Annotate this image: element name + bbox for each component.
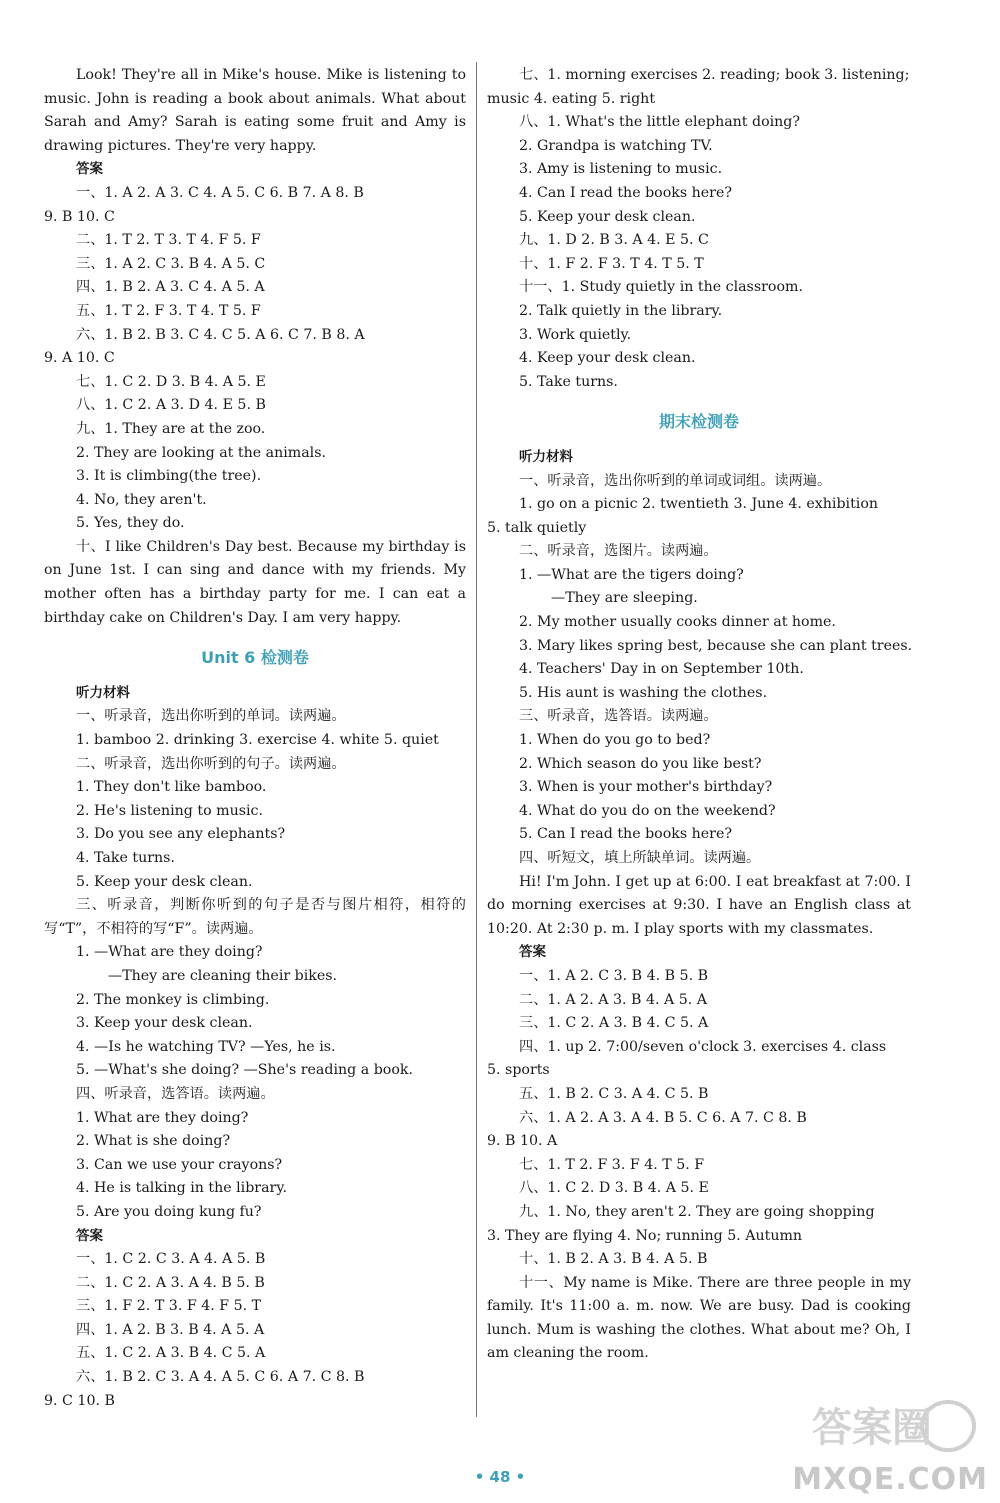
text-line: 二、听录音，选出你听到的句子。读两遍。	[76, 755, 346, 772]
text-line: 二、1. T 2. T 3. T 4. F 5. F	[76, 232, 261, 249]
text-line: —They are cleaning their bikes.	[108, 967, 338, 984]
text-line: 八、1. C 2. D 3. B 4. A 5. E	[519, 1180, 709, 1197]
paragraph: 十一、My name is Mike. There are three people in my family. It's 11:00 a. m. now. We are busy. Dad is cooking lunch. Mum is washing the clothes. What about me? Oh, I am cleaning the room.	[487, 1274, 911, 1362]
text-line: 七、1. morning exercises 2. reading; book 3. listening;	[519, 67, 910, 83]
left-column	[44, 64, 466, 1413]
paragraph: Hi! I'm John. I get up at 6:00. I eat breakfast at 7:00. I do morning exercises at 9:30. I have an English class at 10:20. At 2:30 p. m. I play sports with my classmates.	[487, 873, 911, 937]
text-line: 一、1. C 2. C 3. A 4. A 5. B	[76, 1251, 266, 1268]
section-heading: 听力材料	[519, 448, 573, 465]
text-line: music 4. eating 5. right	[487, 90, 656, 107]
text-line: 5. His aunt is washing the clothes.	[519, 684, 768, 701]
text-line: 九、1. D 2. B 3. A 4. E 5. C	[519, 232, 709, 249]
text-line: 八、1. What's the little elephant doing?	[519, 114, 800, 131]
text-line: 5. Can I read the books here?	[519, 826, 732, 843]
text-line: 5. Keep your desk clean.	[76, 873, 253, 890]
text-line: 六、1. B 2. B 3. C 4. C 5. A 6. C 7. B 8. A	[76, 326, 365, 343]
svg-text:答案圈: 答案圈	[812, 1405, 932, 1451]
text-line: 四、听录音，选答语。读两遍。	[76, 1085, 275, 1102]
text-line: 3. Can we use your crayons?	[76, 1156, 283, 1173]
text-line: 一、听录音，选出你听到的单词或词组。读两遍。	[519, 472, 832, 489]
text-line: 1. —What are they doing?	[76, 944, 263, 961]
text-line: 一、1. A 2. C 3. B 4. B 5. B	[519, 967, 709, 984]
text-line: 1. When do you go to bed?	[519, 732, 711, 749]
text-line: 三、1. C 2. A 3. B 4. C 5. A	[519, 1015, 709, 1032]
text-line: 4. Teachers' Day in on September 10th.	[519, 661, 804, 678]
text-line: 四、1. up 2. 7:00/seven o'clock 3. exercises 4. class	[519, 1038, 887, 1055]
text-line: 十、1. F 2. F 3. T 4. T 5. T	[519, 255, 704, 272]
text-line: 九、1. No, they aren't 2. They are going shopping	[519, 1203, 875, 1220]
text-line: 2. Talk quietly in the library.	[519, 302, 723, 319]
text-line: 九、1. They are at the zoo.	[76, 420, 266, 437]
text-line: 3. They are flying 4. No; running 5. Autumn	[487, 1227, 803, 1244]
text-line: 3. It is climbing(the tree).	[76, 468, 262, 485]
text-line: 5. Take turns.	[519, 373, 618, 390]
watermark	[792, 1397, 988, 1497]
text-line: 4. —Is he watching TV? —Yes, he is.	[76, 1038, 336, 1055]
section-heading: 答案	[76, 1227, 103, 1244]
text-line: 1. —What are the tigers doing?	[519, 566, 744, 583]
text-line: 5. Are you doing kung fu?	[76, 1203, 262, 1220]
text-line: 4. No, they aren't.	[76, 491, 207, 508]
text-line: 1. go on a picnic 2. twentieth 3. June 4. exhibition	[519, 496, 879, 513]
text-line: 4. Can I read the books here?	[519, 184, 732, 201]
text-line: 二、听录音，选图片。读两遍。	[519, 543, 718, 560]
text-line: 1. What are they doing?	[76, 1109, 249, 1126]
text-line: 一、听录音，选出你听到的单词。读两遍。	[76, 708, 346, 725]
text-line: 1. They don't like bamboo.	[76, 779, 267, 796]
text-line: 十一、1. Study quietly in the classroom.	[519, 279, 803, 296]
text-line: 5. sports	[487, 1062, 550, 1079]
text-line: 9. B 10. C	[44, 208, 115, 225]
text-line: 一、1. A 2. A 3. C 4. A 5. C 6. B 7. A 8. B	[76, 184, 364, 201]
text-line: 五、1. C 2. A 3. B 4. C 5. A	[76, 1345, 266, 1362]
column-divider	[476, 62, 477, 1417]
section-heading: 听力材料	[76, 684, 130, 701]
text-line: 5. talk quietly	[487, 519, 587, 536]
watermark-logo-icon	[808, 1397, 978, 1455]
text-line: 4. Take turns.	[76, 850, 175, 866]
text-line: 2. Grandpa is watching TV.	[519, 137, 713, 154]
text-line: 3. Work quietly.	[519, 326, 632, 343]
page-number: • 48 •	[474, 1468, 526, 1486]
text-line: 3. When is your mother's birthday?	[519, 779, 773, 796]
text-line: 四、听短文，填上所缺单词。读两遍。	[519, 850, 761, 866]
text-line: —They are sleeping.	[551, 590, 698, 607]
text-line: 七、1. C 2. D 3. B 4. A 5. E	[76, 373, 266, 390]
text-line: 4. He is talking in the library.	[76, 1180, 287, 1197]
text-line: 5. Keep your desk clean.	[519, 208, 696, 225]
text-line: 4. Keep your desk clean.	[519, 350, 696, 367]
text-line: 二、1. A 2. A 3. B 4. A 5. A	[519, 991, 708, 1008]
section-heading: 答案	[519, 944, 546, 961]
text-line: 六、1. A 2. A 3. A 4. B 5. C 6. A 7. C 8. B	[519, 1109, 807, 1126]
text-line: 5. Yes, they do.	[76, 515, 185, 532]
text-line: 9. B 10. A	[487, 1133, 558, 1150]
text-line: 三、1. F 2. T 3. F 4. F 5. T	[76, 1298, 262, 1315]
text-line: 三、1. A 2. C 3. B 4. A 5. C	[76, 255, 266, 272]
text-line: 2. My mother usually cooks dinner at home.	[519, 614, 836, 631]
text-line: 3. Mary likes spring best, because she can plant trees.	[519, 637, 913, 654]
text-line: 二、1. C 2. A 3. A 4. B 5. B	[76, 1274, 265, 1291]
text-line: 四、1. B 2. A 3. C 4. A 5. A	[76, 279, 265, 296]
text-line: 2. He's listening to music.	[76, 802, 263, 819]
text-line: 1. bamboo 2. drinking 3. exercise 4. white 5. quiet	[76, 732, 439, 749]
right-column	[487, 64, 911, 1366]
text-line: 3. Keep your desk clean.	[76, 1015, 253, 1032]
text-line: 十、1. B 2. A 3. B 4. A 5. B	[519, 1251, 708, 1268]
text-line: 三、听录音，选答语。读两遍。	[519, 708, 718, 725]
text-line: 七、1. T 2. F 3. F 4. T 5. F	[519, 1156, 705, 1173]
paragraph: Look! They're all in Mike's house. Mike is listening to music. John is reading a book about animals. What about Sarah and Amy? Sarah is eating some fruit and Amy is drawing pictures. They're very happy.	[44, 67, 466, 154]
text-line: 六、1. B 2. C 3. A 4. A 5. C 6. A 7. C 8. B	[76, 1369, 365, 1386]
text-line: 五、1. T 2. F 3. T 4. T 5. F	[76, 302, 261, 319]
section-title: 期末检测卷	[658, 412, 739, 432]
text-line: 四、1. A 2. B 3. B 4. A 5. A	[76, 1321, 265, 1338]
text-line: 2. They are looking at the animals.	[76, 444, 326, 461]
text-line: 9. C 10. B	[44, 1392, 115, 1409]
text-line: 八、1. C 2. A 3. D 4. E 5. B	[76, 397, 266, 414]
text-line: 3. Amy is listening to music.	[519, 161, 723, 178]
text-line: 2. Which season do you like best?	[519, 755, 762, 772]
text-line: 9. A 10. C	[44, 350, 115, 367]
text-line: 2. The monkey is climbing.	[76, 991, 270, 1008]
section-heading: 答案	[76, 161, 103, 178]
text-line: 五、1. B 2. C 3. A 4. C 5. B	[519, 1085, 709, 1102]
paragraph: 三、听录音，判断你听到的句子是否与图片相符，相符的写“T”，不相符的写“F”。读两遍。	[44, 897, 466, 937]
text-line: 4. What do you do on the weekend?	[519, 802, 776, 819]
section-title: Unit 6 检测卷	[201, 648, 309, 668]
paragraph: 十、I like Children's Day best. Because my birthday is on June 1st. I can sing and dance with my friends. My mother often has a birthday party for me. I can eat a birthday cake on Children's Day. I am very happy.	[44, 538, 466, 626]
text-line: 3. Do you see any elephants?	[76, 826, 286, 843]
text-line: 2. What is she doing?	[76, 1133, 231, 1150]
text-line: 5. —What's she doing? —She's reading a book.	[76, 1062, 413, 1079]
watermark-site: MXQE.COM	[792, 1462, 988, 1497]
